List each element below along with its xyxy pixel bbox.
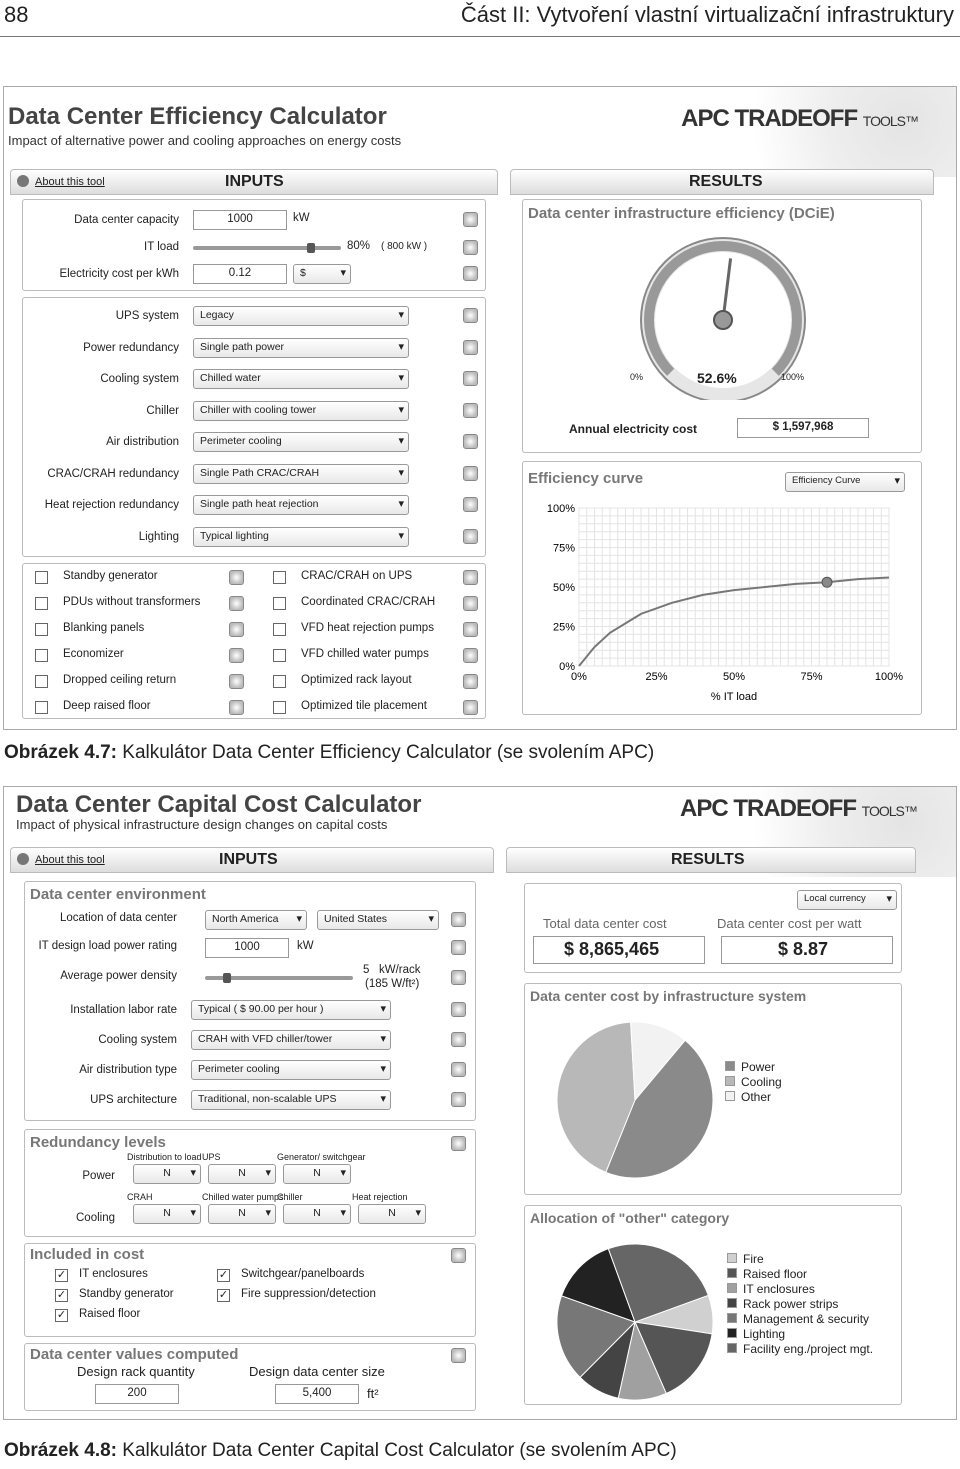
total-cost-value: $ 8,865,465 (533, 936, 705, 964)
system-select[interactable]: Typical lighting ▾ (193, 527, 409, 547)
help-icon[interactable] (229, 622, 244, 637)
header-rule (0, 36, 960, 37)
system-select[interactable]: Single Path CRAC/CRAH ▾ (193, 464, 409, 484)
size-unit: ft² (367, 1386, 379, 1401)
other-allocation-panel (524, 1205, 902, 1405)
included-checkbox[interactable]: ✓ (56, 1269, 67, 1281)
option-checkbox[interactable] (35, 623, 48, 636)
legend-item (725, 1090, 782, 1105)
legend-item (727, 1297, 873, 1312)
elec-label: Electricity cost per kWh (59, 268, 179, 280)
legend-label: Raised floor (743, 1267, 808, 1281)
option-label: Standby generator (63, 570, 158, 582)
select-label: Chiller (146, 404, 179, 417)
option-label: Deep raised floor (63, 700, 151, 712)
included-checkbox[interactable]: ✓ (218, 1269, 229, 1281)
included-checkbox[interactable]: ✓ (56, 1309, 67, 1321)
pie1-legend (725, 1060, 782, 1105)
density-slider-handle[interactable] (223, 973, 231, 983)
option-label: CRAC/CRAH on UPS (301, 570, 413, 582)
help-icon[interactable] (463, 266, 478, 281)
included-label: Fire suppression/detection (241, 1288, 376, 1300)
option-label: Coordinated CRAC/CRAH (301, 596, 436, 608)
legend-item (727, 1252, 873, 1267)
inputs-title: INPUTS (219, 851, 278, 868)
legend-label: Facility eng./project mgt. (743, 1342, 874, 1356)
redundancy-column-label: CRAH (127, 1192, 153, 1202)
help-icon[interactable] (451, 1348, 466, 1363)
density-value: 5 (363, 964, 370, 976)
pie2-title: Allocation of "other" category (530, 1210, 730, 1226)
computed-panel (24, 1343, 476, 1411)
option-checkbox[interactable] (35, 649, 48, 662)
results-title: RESULTS (689, 173, 763, 190)
help-icon[interactable] (463, 570, 478, 585)
info-icon (17, 175, 29, 187)
legend-item (727, 1342, 873, 1357)
density-label: Average power density (60, 970, 177, 982)
help-icon[interactable] (451, 1032, 466, 1047)
legend-item (725, 1075, 782, 1090)
app-title: Data Center Efficiency Calculator (8, 103, 387, 130)
help-icon[interactable] (229, 700, 244, 715)
legend-swatch (725, 1091, 735, 1101)
help-icon[interactable] (451, 1136, 466, 1151)
redundancy-select[interactable]: N ▾ (208, 1204, 276, 1224)
cooling-label: Cooling system (98, 1034, 177, 1046)
help-icon[interactable] (451, 970, 466, 985)
included-panel (24, 1243, 476, 1337)
y-tick-label: 100% (546, 503, 575, 515)
options-checklist-panel (22, 563, 486, 719)
help-icon[interactable] (463, 596, 478, 611)
figure-caption: Obrázek 4.8: Kalkulátor Data Center Capital Cost Calculator (se svolením APC) (4, 1440, 677, 1461)
redundancy-column-label: Chilled water pumps (202, 1192, 284, 1202)
dcie-title: Data center infrastructure efficiency (DCiE) (528, 205, 835, 222)
option-checkbox[interactable] (273, 649, 286, 662)
help-icon[interactable] (463, 674, 478, 689)
option-checkbox[interactable] (35, 571, 48, 584)
inputs-tab (10, 847, 494, 873)
density-unit: kW/rack (379, 964, 421, 976)
y-tick-label: 75% (552, 542, 575, 555)
legend-label: Management & security (743, 1312, 870, 1326)
included-checkbox[interactable]: ✓ (56, 1289, 67, 1301)
option-label: Optimized rack layout (301, 674, 412, 686)
app-subtitle: Impact of alternative power and cooling approaches on energy costs (8, 133, 402, 148)
itload-label: IT load (144, 241, 179, 253)
current-load-point (822, 577, 832, 587)
help-icon[interactable] (463, 340, 478, 355)
legend-label: Other (741, 1090, 772, 1104)
help-icon[interactable] (463, 403, 478, 418)
gauge-hub (714, 311, 732, 329)
app-title: Data Center Capital Cost Calculator (16, 791, 422, 818)
included-checkbox[interactable]: ✓ (218, 1289, 229, 1301)
results-tab (506, 847, 916, 873)
pie1-title: Data center cost by infrastructure system (530, 988, 807, 1004)
x-tick-label: 100% (874, 671, 904, 683)
legend-swatch (727, 1343, 737, 1353)
option-checkbox[interactable] (35, 597, 48, 610)
help-icon[interactable] (463, 497, 478, 512)
legend-label: IT enclosures (743, 1282, 815, 1296)
help-icon[interactable] (463, 212, 478, 227)
gauge-max: 100% (781, 372, 805, 382)
itdesign-unit: kW (297, 940, 314, 952)
region-select[interactable]: North America ▾ (205, 910, 307, 930)
system-select[interactable]: Chilled water ▾ (193, 369, 409, 389)
select-label: Air distribution (106, 436, 179, 448)
apc-logo: APC TRADEOFF TOOLS™ (681, 105, 918, 132)
info-icon (17, 853, 29, 865)
itdesign-label: IT design load power rating (38, 940, 177, 952)
itload-slider-handle[interactable] (307, 243, 315, 253)
legend-item (727, 1282, 873, 1297)
help-icon[interactable] (451, 1062, 466, 1077)
system-select[interactable]: Perimeter cooling ▾ (193, 432, 409, 452)
option-label: Optimized tile placement (301, 700, 427, 712)
help-icon[interactable] (463, 308, 478, 323)
gauge-value: 52.6% (697, 370, 737, 386)
gauge-min: 0% (630, 372, 644, 382)
redundancy-select[interactable]: N ▾ (358, 1204, 426, 1224)
legend-swatch (727, 1298, 737, 1308)
x-tick-label: 0% (571, 671, 587, 683)
efficiency-curve-panel (522, 461, 922, 715)
option-checkbox[interactable] (273, 597, 286, 610)
legend-label: Fire (743, 1252, 764, 1266)
capacity-label: Data center capacity (74, 214, 179, 226)
legend-swatch (727, 1313, 737, 1323)
redundancy-title: Redundancy levels (30, 1134, 166, 1151)
power-row-label: Power (82, 1170, 115, 1182)
ups-label: UPS architecture (90, 1094, 177, 1106)
select-label: Heat rejection redundancy (44, 499, 179, 511)
x-axis-label: % IT load (710, 691, 758, 703)
legend-item (727, 1327, 873, 1342)
size-value: 5,400 (275, 1384, 359, 1404)
redundancy-select[interactable]: N ▾ (283, 1204, 351, 1224)
country-select[interactable]: United States ▾ (317, 910, 439, 930)
redundancy-column-label: Chiller (277, 1192, 303, 1202)
included-label: Standby generator (79, 1288, 174, 1300)
legend-item (727, 1267, 873, 1282)
totals-panel (524, 883, 902, 973)
option-label: Dropped ceiling return (63, 674, 177, 686)
help-icon[interactable] (463, 240, 478, 255)
itdesign-input[interactable]: 1000 (205, 938, 289, 958)
size-label: Design data center size (249, 1364, 385, 1379)
option-label: VFD heat rejection pumps (301, 622, 434, 634)
select-label: Lighting (138, 530, 179, 543)
inputs-title: INPUTS (225, 173, 284, 190)
redundancy-select[interactable]: N ▾ (133, 1204, 201, 1224)
legend-item (727, 1312, 873, 1327)
help-icon[interactable] (229, 570, 244, 585)
legend-swatch (727, 1268, 737, 1278)
option-label: Blanking panels (63, 622, 145, 634)
help-icon[interactable] (229, 674, 244, 689)
help-icon[interactable] (451, 1248, 466, 1263)
help-icon[interactable] (451, 1002, 466, 1017)
location-label: Location of data center (60, 912, 177, 924)
redundancy-select[interactable]: N ▾ (283, 1164, 351, 1184)
page-header: Část II: Vytvoření vlastní virtualizační infrastruktury (460, 2, 954, 27)
itload-slider[interactable] (193, 246, 341, 250)
curve-type-select[interactable]: Efficiency Curve ▾ (785, 472, 905, 492)
included-label: IT enclosures (79, 1268, 148, 1280)
labor-select[interactable]: Typical ( $ 90.00 per hour ) ▾ (191, 1000, 391, 1020)
legend-label: Cooling (741, 1075, 782, 1089)
curve-title: Efficiency curve (528, 470, 644, 487)
option-label: VFD chilled water pumps (301, 648, 429, 660)
help-icon[interactable] (229, 596, 244, 611)
capital-cost-calculator-screenshot (3, 786, 957, 1420)
help-icon[interactable] (451, 1092, 466, 1107)
legend-label: Lighting (743, 1327, 786, 1341)
capacity-input[interactable]: 1000 (193, 210, 287, 230)
rack-value: 200 (95, 1384, 179, 1404)
pie2-legend (727, 1252, 873, 1357)
redundancy-select[interactable]: N ▾ (133, 1164, 201, 1184)
x-tick-label: 50% (722, 671, 746, 683)
labor-label: Installation labor rate (70, 1004, 177, 1016)
help-icon[interactable] (229, 648, 244, 663)
about-link[interactable]: About this tool (17, 853, 105, 866)
env-title: Data center environment (30, 886, 206, 903)
option-checkbox[interactable] (35, 675, 48, 688)
select-label: Power redundancy (83, 341, 179, 354)
option-checkbox[interactable] (273, 571, 286, 584)
legend-swatch (727, 1328, 737, 1338)
help-icon[interactable] (463, 648, 478, 663)
efficiency-curve-chart (523, 498, 921, 714)
cost-by-system-panel (524, 983, 902, 1195)
system-select[interactable]: Legacy ▾ (193, 306, 409, 326)
currency-type-select[interactable]: Local currency ▾ (797, 890, 897, 910)
option-checkbox[interactable] (273, 623, 286, 636)
help-icon[interactable] (463, 466, 478, 481)
y-tick-label: 0% (559, 661, 575, 673)
included-title: Included in cost (30, 1246, 145, 1263)
computed-title: Data center values computed (30, 1346, 239, 1363)
help-icon[interactable] (463, 622, 478, 637)
basic-inputs-panel (22, 199, 486, 291)
elec-input[interactable]: 0.12 (193, 264, 287, 284)
legend-label: Power (741, 1060, 776, 1074)
help-icon[interactable] (463, 371, 478, 386)
results-title: RESULTS (671, 851, 745, 868)
y-tick-label: 50% (552, 582, 575, 594)
included-label: Raised floor (79, 1308, 141, 1320)
included-label: Switchgear/panelboards (241, 1268, 365, 1280)
system-select[interactable]: Chiller with cooling tower ▾ (193, 401, 409, 421)
cooling-row-label: Cooling (76, 1212, 115, 1224)
help-icon[interactable] (463, 434, 478, 449)
capacity-unit: kW (293, 212, 310, 224)
per-watt-label: Data center cost per watt (717, 916, 862, 931)
legend-swatch (725, 1061, 735, 1071)
results-tab (510, 169, 934, 195)
legend-swatch (727, 1253, 737, 1263)
rack-label: Design rack quantity (77, 1364, 195, 1379)
annual-cost-label: Annual electricity cost (569, 422, 698, 436)
system-selects-panel (22, 297, 486, 557)
option-label: PDUs without transformers (63, 596, 201, 608)
page-number: 88 (4, 2, 29, 27)
per-watt-value: $ 8.87 (721, 936, 893, 964)
help-icon[interactable] (451, 940, 466, 955)
inputs-tab (10, 169, 498, 195)
airdist-select[interactable]: Perimeter cooling ▾ (191, 1060, 391, 1080)
ups-select[interactable]: Traditional, non-scalable UPS ▾ (191, 1090, 391, 1110)
airdist-label: Air distribution type (79, 1064, 177, 1076)
other-allocation-pie (545, 1232, 725, 1404)
select-label: Cooling system (100, 373, 179, 385)
select-label: UPS system (115, 310, 179, 322)
about-link[interactable]: About this tool (17, 175, 105, 188)
figure-caption: Obrázek 4.7: Kalkulátor Data Center Efficiency Calculator (se svolením APC) (4, 742, 655, 763)
environment-panel (24, 881, 476, 1121)
total-cost-label: Total data center cost (543, 916, 667, 931)
cost-by-system-pie (545, 1010, 725, 1190)
redundancy-column-label: Heat rejection (352, 1192, 408, 1202)
legend-item (725, 1060, 782, 1075)
x-tick-label: 25% (645, 671, 668, 683)
option-checkbox[interactable] (35, 701, 48, 714)
efficiency-calculator-screenshot (3, 86, 957, 730)
x-tick-label: 75% (800, 671, 823, 683)
dcie-panel (522, 199, 922, 453)
redundancy-column-label: UPS (202, 1152, 221, 1162)
redundancy-select[interactable]: N ▾ (208, 1164, 276, 1184)
redundancy-column-label: Generator/ switchgear (277, 1152, 366, 1162)
apc-logo: APC TRADEOFF TOOLS™ (680, 795, 917, 822)
density-sub: (185 W/ft²) (365, 978, 420, 990)
y-tick-label: 25% (552, 621, 575, 634)
system-select[interactable]: Single path heat rejection ▾ (193, 495, 409, 515)
legend-swatch (725, 1076, 735, 1086)
option-checkbox[interactable] (273, 675, 286, 688)
legend-swatch (727, 1283, 737, 1293)
system-select[interactable]: Single path power ▾ (193, 338, 409, 358)
redundancy-column-label: Distribution to load (127, 1152, 202, 1162)
help-icon[interactable] (463, 700, 478, 715)
itload-kw: ( 800 kW ) (381, 241, 428, 252)
annual-cost-value: $ 1,597,968 (737, 418, 869, 438)
currency-select[interactable]: $ ▾ (293, 264, 351, 284)
redundancy-panel (24, 1129, 476, 1237)
option-label: Economizer (63, 648, 124, 660)
option-checkbox[interactable] (273, 701, 286, 714)
help-icon[interactable] (451, 912, 466, 927)
legend-label: Rack power strips (743, 1297, 839, 1311)
select-label: CRAC/CRAH redundancy (47, 467, 179, 480)
cooling-select[interactable]: CRAH with VFD chiller/tower ▾ (191, 1030, 391, 1050)
help-icon[interactable] (463, 529, 478, 544)
app-subtitle: Impact of physical infrastructure design changes on capital costs (16, 817, 388, 832)
itload-percent: 80% (347, 240, 371, 252)
